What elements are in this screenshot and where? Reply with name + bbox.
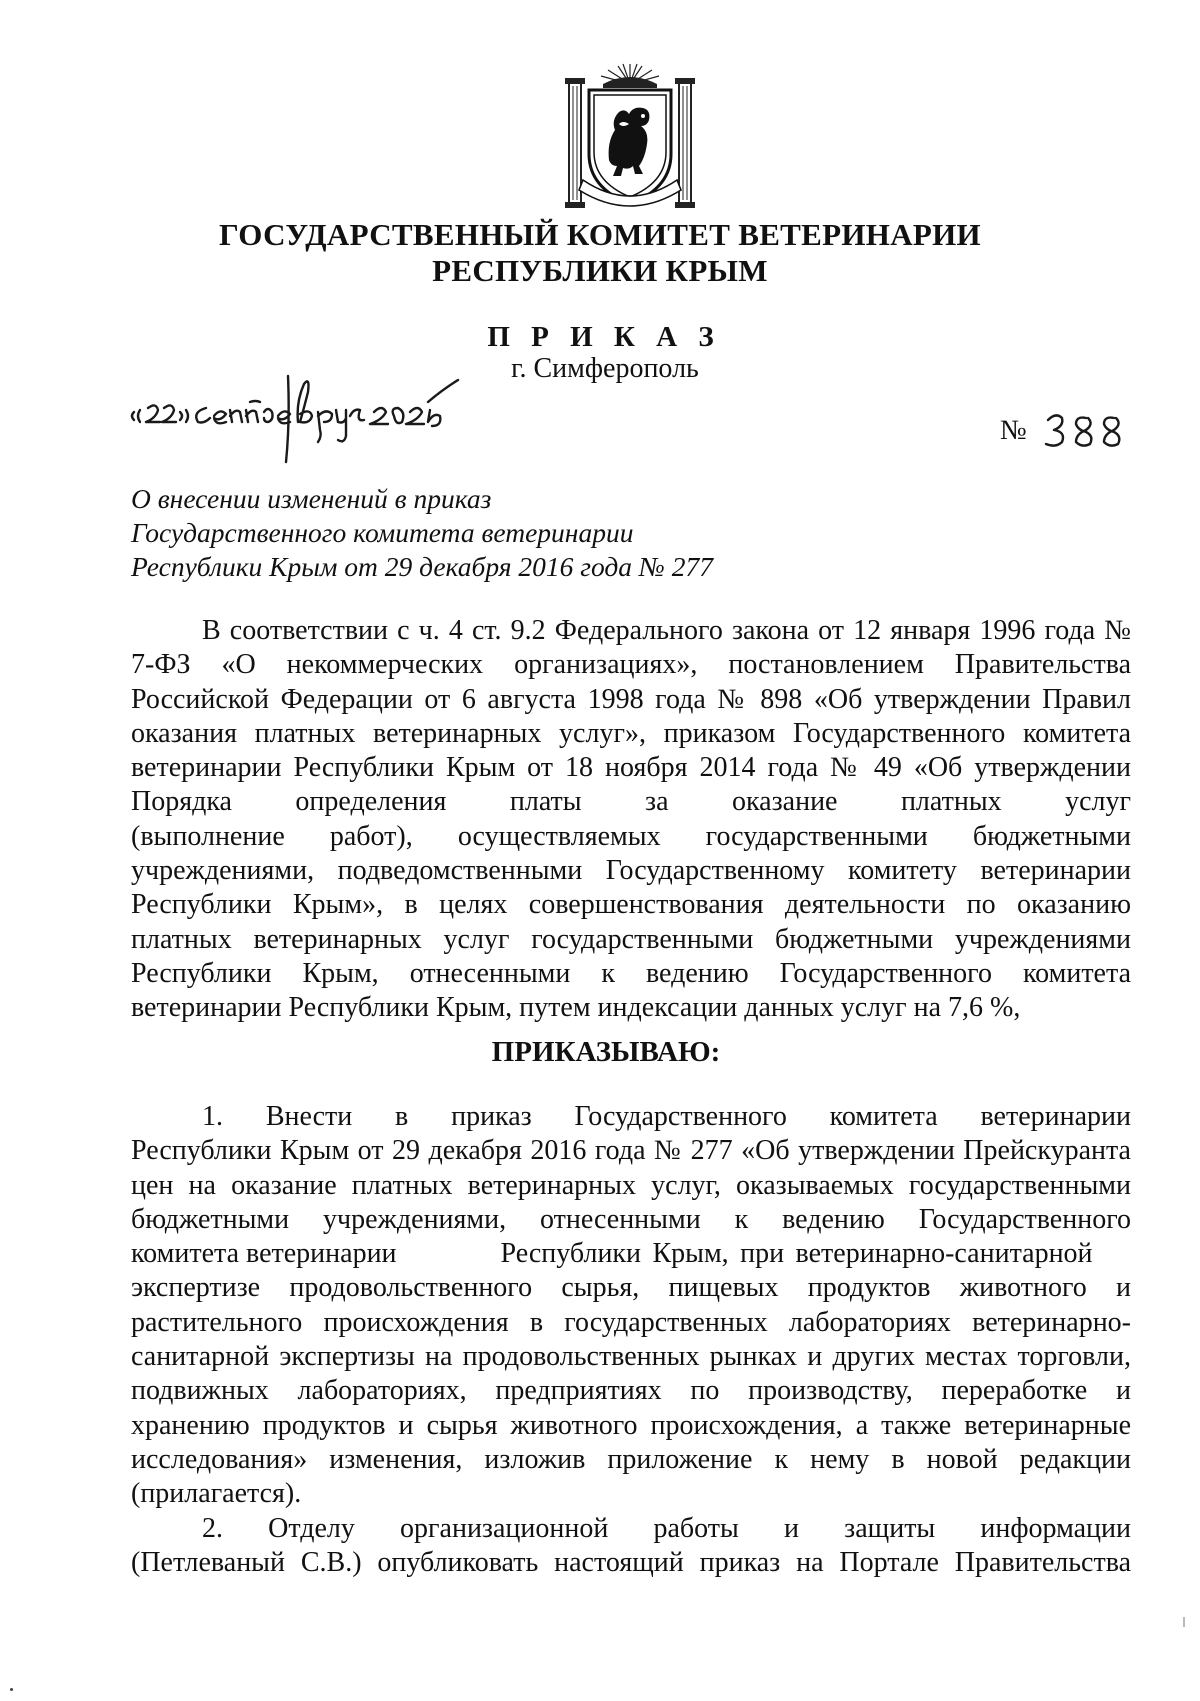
text-line: платных ветеринарных услуг государственными бюджетными учреждениями xyxy=(131,923,1131,955)
text-line: Российской Федерации от 6 августа 1998 года № 898 «Об утверждении Правил xyxy=(131,683,1131,715)
text-line: цен на оказание платных ветеринарных услуг, оказываемых государственными xyxy=(131,1169,1131,1201)
text-line: (Петлеваный С.В.) опубликовать настоящий приказ на Портале Правительства xyxy=(131,1546,1131,1578)
text-line: В соответствии с ч. 4 ст. 9.2 Федерального закона от 12 января 1996 года № xyxy=(202,615,1131,646)
org-name-line-1: ГОСУДАРСТВЕННЫЙ КОМИТЕТ ВЕТЕРИНАРИИ xyxy=(219,217,981,252)
text-line-part: Республики Крым, при ветеринарно-санитарной xyxy=(500,1238,1093,1270)
text-line: санитарной экспертизы на продовольственных рынках и других местах торговли, xyxy=(131,1341,1131,1373)
text-line: Республики Крым от 29 декабря 2016 года № 277 «Об утверждении Прейскуранта xyxy=(131,1135,1131,1167)
text-line: исследования» изменения, изложив приложение к нему в новой редакции xyxy=(131,1443,1131,1475)
subject-line: О внесении изменений в приказ xyxy=(131,483,492,514)
org-name-line-2: РЕСПУБЛИКИ КРЫМ xyxy=(432,253,768,288)
scan-speck xyxy=(10,1688,13,1691)
text-line: учреждениями, подведомственными Государственному комитету ветеринарии xyxy=(131,855,1131,887)
order-items xyxy=(131,1100,1131,1580)
text-line: оказания платных ветеринарных услуг», приказом Государственного комитета xyxy=(131,717,1131,749)
text-line-part: комитета ветеринарии xyxy=(131,1238,397,1270)
scan-speck xyxy=(1183,1617,1185,1627)
text-line: хранению продуктов и сырья животного происхождения, а также ветеринарные xyxy=(131,1409,1131,1441)
text-line: 1. Внести в приказ Государственного комитета ветеринарии xyxy=(202,1101,1131,1132)
text-line: Республики Крым», в целях совершенствования деятельности по оказанию xyxy=(131,889,1131,921)
text-line: растительного происхождения в государственных лабораториях ветеринарно- xyxy=(131,1306,1131,1338)
text-line: Порядка определения платы за оказание платных услуг xyxy=(131,786,1131,818)
document-city: г. Симферополь xyxy=(511,353,699,384)
subject-line: Республики Крым от 29 декабря 2016 года № 277 xyxy=(131,551,713,582)
text-line: ветеринарии Республики Крым от 18 ноября 2014 года № 49 «Об утверждении xyxy=(131,752,1131,784)
handwritten-date xyxy=(128,372,468,464)
text-line: (выполнение работ), осуществляемых государственными бюджетными xyxy=(131,820,1131,852)
decree-heading: ПРИКАЗЫВАЮ: xyxy=(491,1036,721,1068)
text-line: ветеринарии Республики Крым, путем индексации данных услуг на 7,6 %, xyxy=(131,992,1021,1024)
crimea-coat-of-arms-icon xyxy=(563,62,697,212)
text-line: подвижных лабораториях, предприятиях по производству, переработке и xyxy=(131,1375,1131,1407)
handwritten-number xyxy=(1042,408,1142,456)
text-line: 2. Отделу организационной работы и защиты информации xyxy=(202,1512,1131,1544)
text-line: бюджетными учреждениями, отнесенными к ведению Государственного xyxy=(131,1203,1131,1235)
document-type: П Р И К А З xyxy=(487,321,721,353)
text-line-split xyxy=(131,1237,1131,1271)
text-line: экспертизе продовольственного сырья, пищевых продуктов животного и xyxy=(131,1272,1131,1304)
text-line: (прилагается). xyxy=(131,1478,302,1510)
order-subject xyxy=(131,482,713,584)
text-line: Республики Крым, отнесенными к ведению Государственного комитета xyxy=(131,957,1131,989)
text-line: 7-ФЗ «О некоммерческих организациях», постановлением Правительства xyxy=(131,649,1131,681)
preamble-paragraph xyxy=(131,614,1131,1026)
subject-line: Государственного комитета ветеринарии xyxy=(131,517,634,548)
order-number xyxy=(1000,414,1027,454)
number-label: № xyxy=(1000,415,1027,446)
